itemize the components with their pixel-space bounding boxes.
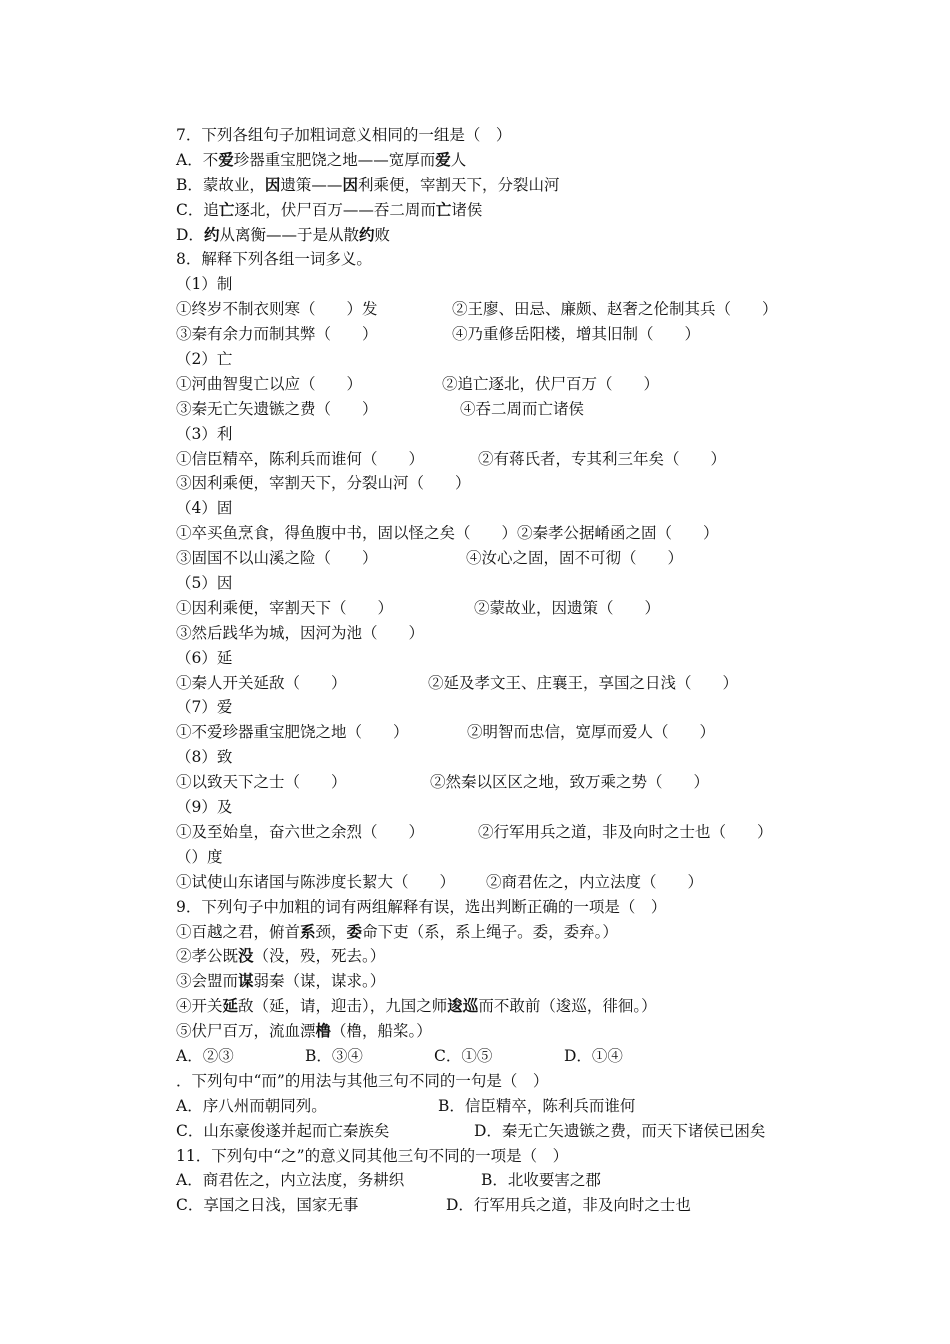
q7-option-d: D．约从离衡——于是从散约败 bbox=[176, 225, 390, 244]
q8-group-head: （4）固 bbox=[176, 499, 233, 518]
q9-item: ④开关延敌（延，请，迎击），九国之师逡巡而不敢前（逡巡，徘徊。） bbox=[176, 997, 657, 1016]
q8-line: ①因利乘便，宰割天下（ ） ②蒙故业，因遗策（ ） bbox=[176, 598, 661, 617]
q9-item: ⑤伏尸百万，流血漂橹（橹，船桨。） bbox=[176, 1022, 432, 1041]
q8-line: ①终岁不制衣则寒（ ）发 ②王廖、田忌、廉颇、赵奢之伦制其兵（ ） bbox=[176, 300, 778, 319]
q8-line: ③固国不以山溪之险（ ） ④汝心之固，固不可彻（ ） bbox=[176, 549, 684, 568]
q8-group-head: （7）爱 bbox=[176, 698, 233, 717]
q8-line: ③然后践华为城，因河为池（ ） bbox=[176, 623, 425, 642]
q11-stem: 11．下列句中“之”的意义同其他三句不同的一项是（ ） bbox=[176, 1146, 569, 1165]
q7-option-b: B．蒙故业，因遗策——因利乘便，宰割天下，分裂山河 bbox=[176, 175, 560, 194]
q7-option-a: A．不爱珍器重宝肥饶之地——宽厚而爱人 bbox=[176, 150, 467, 169]
q8-line: ①河曲智叟亡以应（ ） ②追亡逐北，伏尸百万（ ） bbox=[176, 374, 660, 393]
q9-item: ③会盟而谋弱秦（谋，谋求。） bbox=[176, 972, 386, 991]
q9-options: A．②③ B．③④ C．①⑤ D．①④ bbox=[176, 1046, 623, 1065]
q8-line: ③秦无亡矢遗镞之费（ ） ④吞二周而亡诸侯 bbox=[176, 399, 585, 418]
q11-options-row: C．享国之日浅，国家无事 D．行军用兵之道，非及向时之士也 bbox=[176, 1196, 691, 1215]
q8-group-head: （2）亡 bbox=[176, 350, 233, 369]
q8-group-head: （9）及 bbox=[176, 798, 233, 817]
q8-line: ①试使山东诸国与陈涉度长絜大（ ） ②商君佐之，内立法度（ ） bbox=[176, 872, 704, 891]
q10-stem: ．下列句中“而”的用法与其他三句不同的一句是（ ） bbox=[176, 1071, 549, 1090]
q8-line: ①卒买鱼烹食，得鱼腹中书，固以怪之矣（ ）②秦孝公据崤函之固（ ） bbox=[176, 524, 719, 543]
q7-stem: 7．下列各组句子加粗词意义相同的一组是（ ） bbox=[176, 126, 512, 144]
worksheet bbox=[176, 123, 816, 1218]
q9-item: ①百越之君，俯首系颈，委命下吏（系，系上绳子。委，委弃。） bbox=[176, 922, 618, 941]
q10-options-row: A．序八州而朝同列。 B．信臣精卒，陈利兵而谁何 bbox=[176, 1096, 636, 1115]
q8-line: ①秦人开关延敌（ ） ②延及孝文王、庄襄王，享国之日浅（ ） bbox=[176, 673, 739, 692]
q8-line: ①及至始皇，奋六世之余烈（ ） ②行军用兵之道，非及向时之士也（ ） bbox=[176, 822, 773, 841]
q10-options-row: C．山东豪俊遂并起而亡秦族矣 D．秦无亡矢遗镞之费，而天下诸侯已困矣 bbox=[176, 1121, 766, 1140]
q8-line: ③秦有余力而制其弊（ ） ④乃重修岳阳楼，增其旧制（ ） bbox=[176, 325, 701, 344]
q8-group-head: （1）制 bbox=[176, 275, 233, 294]
q8-group-head: （6）延 bbox=[176, 648, 233, 667]
q8-line: ①信臣精卒，陈利兵而谁何（ ） ②有蒋氏者，专其利三年矣（ ） bbox=[176, 449, 727, 468]
q8-line: ①以致天下之士（ ） ②然秦以区区之地，致万乘之势（ ） bbox=[176, 773, 710, 792]
q9-stem: 9．下列句子中加粗的词有两组解释有误，选出判断正确的一项是（ ） bbox=[176, 897, 667, 916]
q8-line: ①不爱珍器重宝肥饶之地（ ） ②明智而忠信，宽厚而爱人（ ） bbox=[176, 723, 716, 742]
q7-option-c: C．追亡逐北，伏尸百万——吞二周而亡诸侯 bbox=[176, 200, 483, 219]
q11-options-row: A．商君佐之，内立法度，务耕织 B．北收要害之郡 bbox=[176, 1171, 601, 1190]
q9-item: ②孝公既没（没，殁，死去。） bbox=[176, 947, 386, 966]
q8-group-head: （5）因 bbox=[176, 574, 233, 593]
q8-stem: 8．解释下列各组一词多义。 bbox=[176, 250, 372, 269]
q8-group-head: （8）致 bbox=[176, 748, 233, 767]
q8-line: ③因利乘便，宰割天下，分裂山河（ ） bbox=[176, 474, 471, 493]
q8-group-head: （）度 bbox=[176, 847, 223, 866]
q8-group-head: （3）利 bbox=[176, 424, 233, 443]
